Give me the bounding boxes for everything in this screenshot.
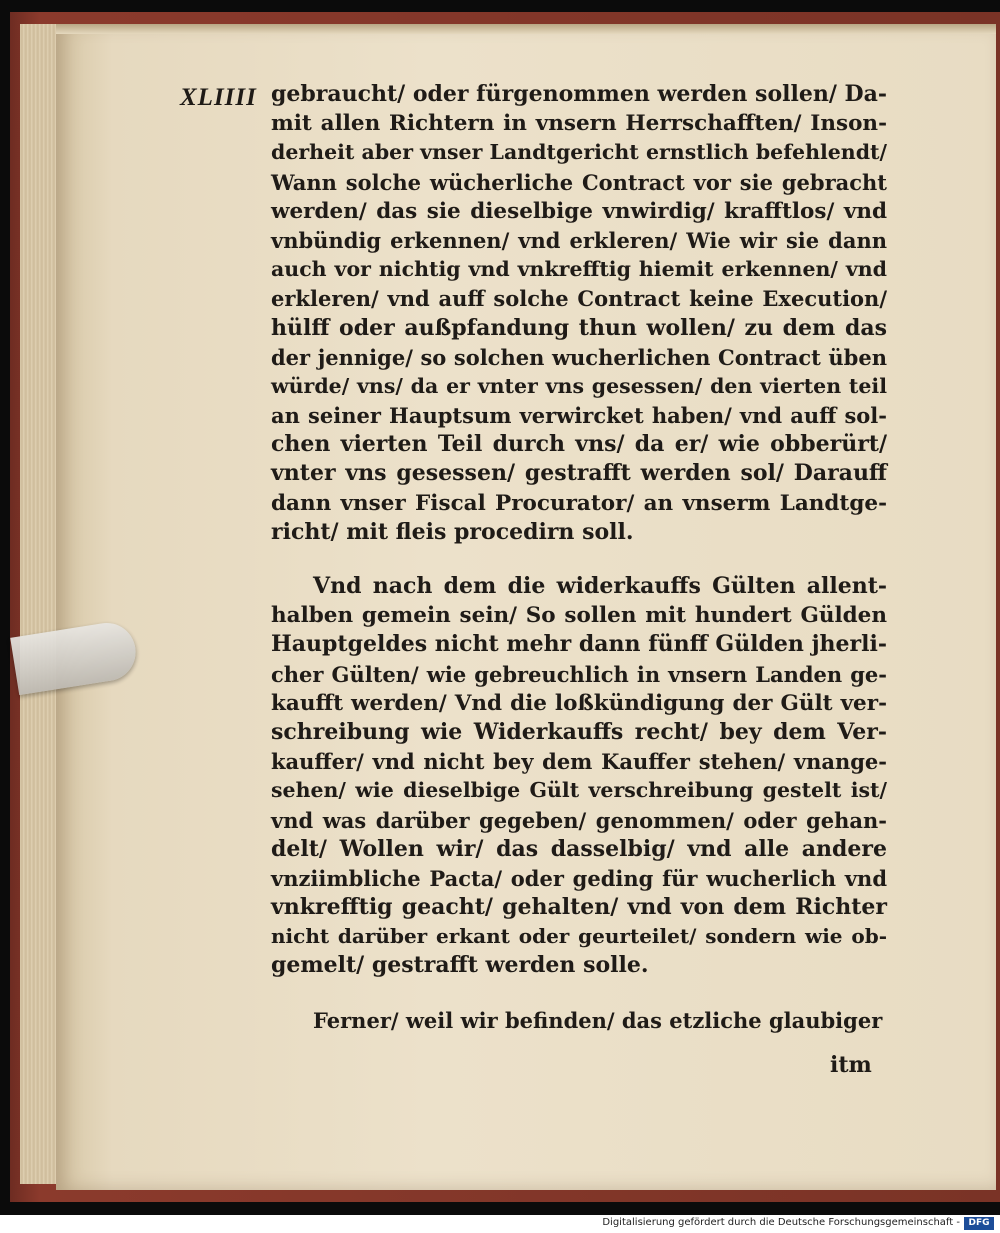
paragraph-gap xyxy=(271,981,887,1006)
text-line: der jennige/ so solchen wucherlichen Contract üben xyxy=(271,344,887,370)
dfg-logo: DFG xyxy=(964,1217,994,1230)
text-line: vnkrefftig geacht/ gehalten/ vnd von dem Richter xyxy=(271,894,887,921)
text-line: schreibung wie Widerkauffs recht/ bey dem Ver- xyxy=(271,718,887,745)
footer-credit: Digitalisierung gefördert durch die Deutsche Forschungsgemeinschaft - xyxy=(602,1217,960,1228)
text-line: sehen/ wie dieselbige Gült verschreibung gestelt ist/ xyxy=(271,778,887,803)
text-line: Vnd nach dem die widerkauffs Gülten allent- xyxy=(313,573,887,599)
text-line: vnziimbliche Pacta/ oder geding für wucherlich vnd xyxy=(271,865,887,891)
text-line: chen vierten Teil durch vns/ da er/ wie obberürt/ xyxy=(271,431,887,458)
text-line: auch vor nichtig vnd vnkrefftig hiemit erkennen/ vnd xyxy=(271,257,887,282)
text-line: an seiner Hauptsum verwircket haben/ vnd auff sol- xyxy=(271,403,887,429)
text-line: halben gemein sein/ So sollen mit hundert Gülden xyxy=(271,603,887,629)
text-line: delt/ Wollen wir/ das dasselbig/ vnd alle andere xyxy=(271,835,887,862)
text-line: cher Gülten/ wie gebreuchlich in vnsern Landen ge- xyxy=(271,661,887,687)
footer-bar xyxy=(0,1215,1000,1233)
text-line: erkleren/ vnd auff solche Contract keine Execution/ xyxy=(271,286,887,312)
text-line: richt/ mit fleis procedirn soll. xyxy=(271,518,634,545)
text-line: Hauptgeldes nicht mehr dann fünff Gülden jherli- xyxy=(271,631,887,658)
folio-number: XLIIII xyxy=(180,84,257,111)
text-line: hülff oder außpfandung thun wollen/ zu dem das xyxy=(271,314,887,341)
page-text xyxy=(271,80,887,1035)
page-top-edge xyxy=(56,24,996,34)
text-line: vnbündig erkennen/ vnd erkleren/ Wie wir sie dann xyxy=(271,227,887,253)
text-line: Wann solche wücherliche Contract vor sie gebracht xyxy=(271,169,887,195)
paragraph-gap xyxy=(271,547,887,572)
text-line: mit allen Richtern in vnsern Herrschafften/ Inson- xyxy=(271,111,887,137)
text-line: vnter vns gesessen/ gestrafft werden sol/ Darauff xyxy=(271,460,887,487)
text-line: werden/ das sie dieselbige vnwirdig/ krafftlos/ vnd xyxy=(271,198,887,224)
catchword: itm xyxy=(830,1052,872,1078)
text-line: kaufft werden/ Vnd die loßkündigung der Gült ver- xyxy=(271,690,887,716)
text-line: vnd was darüber gegeben/ genommen/ oder gehan- xyxy=(271,807,887,833)
text-line: dann vnser Fiscal Procurator/ an vnserm Landtge- xyxy=(271,490,887,516)
text-line: Ferner/ weil wir befinden/ das etzliche glaubiger xyxy=(313,1007,883,1033)
text-line: würde/ vns/ da er vnter vns gesessen/ den vierten teil xyxy=(271,373,887,398)
text-line: gemelt/ gestrafft werden solle. xyxy=(271,952,649,979)
text-line: gebraucht/ oder fürgenommen werden sollen/ Da- xyxy=(271,81,887,107)
text-line: derheit aber vnser Landtgericht ernstlich befehlendt/ xyxy=(271,140,887,165)
text-line: nicht darüber erkant oder geurteilet/ sondern wie ob- xyxy=(271,924,887,949)
text-line: kauffer/ vnd nicht bey dem Kauffer stehen/ vnange- xyxy=(271,749,887,775)
